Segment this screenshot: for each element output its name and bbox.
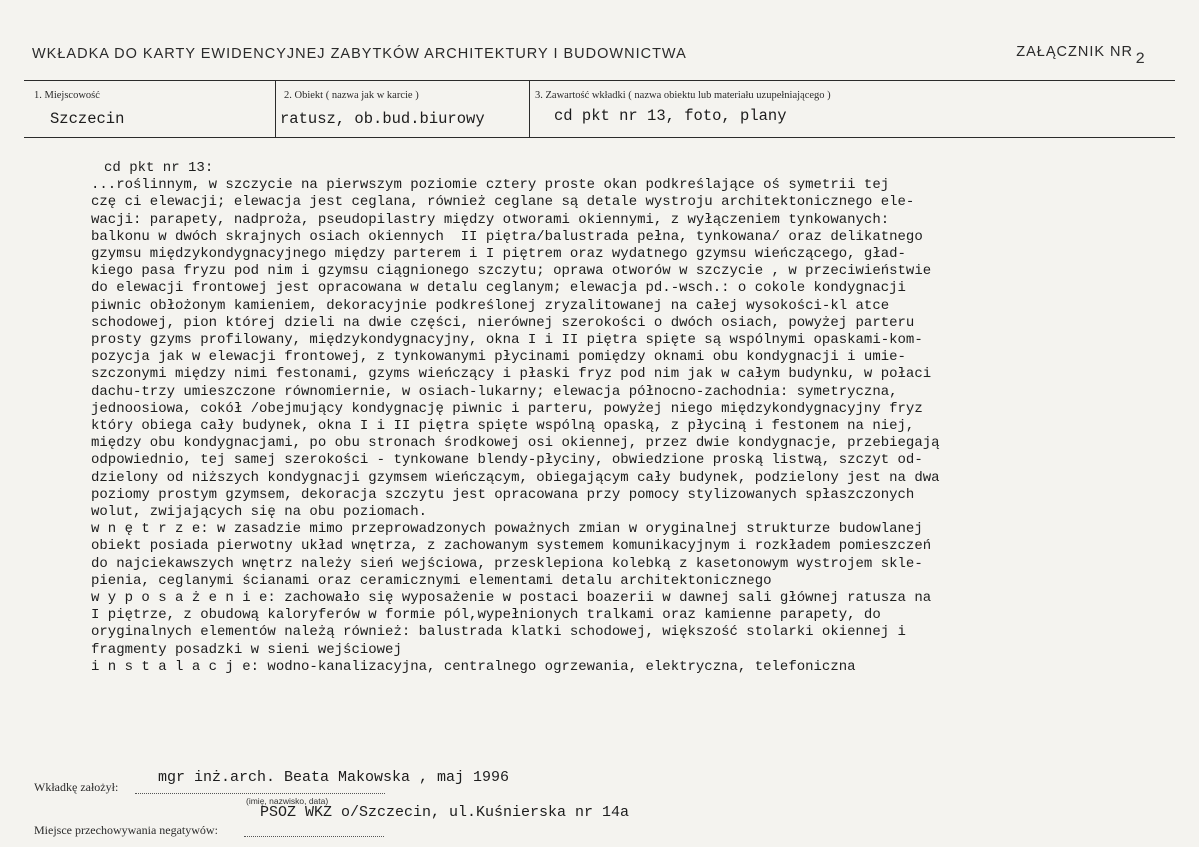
body-line: i n s t a l a c j e: wodno-kanalizacyjna, centralnego ogrzewania, elektryczna, telefoniczna [91, 658, 856, 675]
body-line: dachu-trzy umieszczone równomiernie, w osiach-lukarny; elewacja północno-zachodnia: symetryczna, [91, 383, 898, 400]
body-line: dzielony od niższych kondygnacji gzymsem wieńczącym, obiegającym cały budynek, podzielony jest na dwa [91, 469, 940, 486]
content-label: 3. Zawartość wkładki ( nazwa obiektu lub materiału uzupełniającego ) [535, 90, 831, 101]
negatives-label: Miejsce przechowywania negatywów: [34, 823, 218, 837]
body-line: cd pkt nr 13: [104, 160, 214, 176]
body-line: do najciekawszych wnętrz należy sień wejściowa, przesklepiona kolebką z kasetonowym wystrojem skle- [91, 555, 923, 572]
fields-divider-1 [275, 81, 276, 137]
body-line: schodowej, pion której dzieli na dwie części, nierównej szerokości o dwóch osiach, powyżej parteru [91, 314, 915, 331]
form-title: WKŁADKA DO KARTY EWIDENCYJNEJ ZABYTKÓW ARCHITEKTURY I BUDOWNICTWA [32, 46, 687, 62]
body-line: pozycja jak w elewacji frontowej, z tynkowanymi płycinami pomiędzy oknami obu kondygnacji i umie- [91, 349, 906, 366]
content-value: cd pkt nr 13, foto, plany [554, 107, 787, 125]
author-label: Wkładkę założył: [34, 780, 119, 794]
annex-number: 2 [1135, 50, 1145, 68]
object-value: ratusz, ob.bud.biurowy [280, 110, 485, 128]
body-line: piwnic obłożonym kamieniem, dekoracyjnie podkreślonej zryzalitowanej na całej wysokości-kl atce [91, 297, 890, 314]
author-dotted-line [135, 793, 385, 794]
body-line: wolut, zwijających się na obu poziomach. [91, 504, 428, 521]
body-line: oryginalnych elementów należą również: balustrada klatki schodowej, większość stolarki okiennej i [91, 624, 906, 641]
body-line: prosty gzyms profilowany, międzykondygnacyjny, okna I i II piętra spięte są wspólnymi opaskami-kom- [91, 332, 923, 349]
body-line: w y p o s a ż e n i e: zachowało się wyposażenie w postaci boazerii w dawnej sali głównej ratusza na [91, 590, 932, 607]
locality-value: Szczecin [50, 110, 125, 128]
body-line: fragmenty posadzki w sieni wejściowej [91, 641, 402, 658]
body-line: między obu kondygnacjami, po obu stronach środkowej osi okiennej, przez dwie kondygnacje, przebiegają [91, 435, 940, 452]
body-line: kiego pasa fryzu pod nim i gzymsu ciągnionego szczytu; oprawa otworów w szczycie , w przeciwieństwie [91, 263, 932, 280]
annex-label: ZAŁĄCZNIK NR [1016, 44, 1133, 60]
body-line: gzymsu międzykondygnacyjnego między parterem i I piętrem oraz wydatnego gzymsu wieńczącego, gład- [91, 246, 906, 263]
fields-top-rule [24, 80, 1175, 81]
fields-bottom-rule [24, 137, 1175, 138]
body-line: czę ci elewacji; elewacja jest ceglana, również ceglane są detale wystroju architektonicznego ele- [91, 194, 915, 211]
body-line: który obiega cały budynek, okna I i II piętra spięte wspólną opaską, z płyciną i festonem na niej, [91, 418, 915, 435]
body-line: ...roślinnym, w szczycie na pierwszym poziomie cztery proste okan podkreślające oś symetrii tej [91, 177, 890, 194]
object-label: 2. Obiekt ( nazwa jak w karcie ) [284, 90, 419, 101]
locality-label: 1. Miejscowość [34, 90, 100, 101]
negatives-value: PSOZ WKZ o/Szczecin, ul.Kuśnierska nr 14a [260, 804, 630, 821]
body-line: jednoosiowa, cokół /obejmujący kondygnację piwnic i parteru, powyżej niego międzykondygnacyjny fryz [91, 400, 923, 417]
body-line: do elewacji frontowej jest opracowana w detalu ceglanym; elewacja pd.-wsch.: o cokole kondygnacji [91, 280, 906, 297]
body-line: pienia, ceglanymi ścianami oraz ceramicznymi elementami detalu architektonicznego [91, 572, 772, 589]
body-line: poziomy prostym gzymsem, dekoracja szczytu jest opracowana przy pomocy stylizowanych spłaszczonych [91, 486, 915, 503]
body-line: wacji: parapety, nadproża, pseudopilastry między otworami okiennymi, z wyłączeniem tynkowanych: [91, 211, 890, 228]
typed-description [91, 160, 1151, 676]
body-line: balkonu w dwóch skrajnych osiach okiennych II piętra/balustrada pełna, tynkowana/ oraz delikatnego [91, 228, 923, 245]
body-line: odpowiednio, tej samej szerokości - tynkowane blendy-płyciny, obwiedzione proską listwą, szczyt od- [91, 452, 923, 469]
fields-divider-2 [529, 81, 530, 137]
body-line: obiekt posiada pierwotny układ wnętrza, z zachowanym systemem komunikacyjnym i rozkładem pomieszczeń [91, 538, 932, 555]
negatives-dotted-line [244, 836, 384, 837]
body-line: I piętrze, z obudową kaloryferów w formie pól,wypełnionych tralkami oraz kamienne parapety, do [91, 607, 881, 624]
body-line: w n ę t r z e: w zasadzie mimo przeprowadzonych poważnych zmian w oryginalnej strukturze budowlanej [91, 521, 923, 538]
author-value: mgr inż.arch. Beata Makowska , maj 1996 [158, 769, 510, 786]
author-sublabel: (imię, nazwisko, data) [246, 796, 329, 806]
body-line: szczonymi między nimi festonami, gzyms wieńczący i płaski fryz pod nim jak w całym budynku, w połaci [91, 366, 932, 383]
